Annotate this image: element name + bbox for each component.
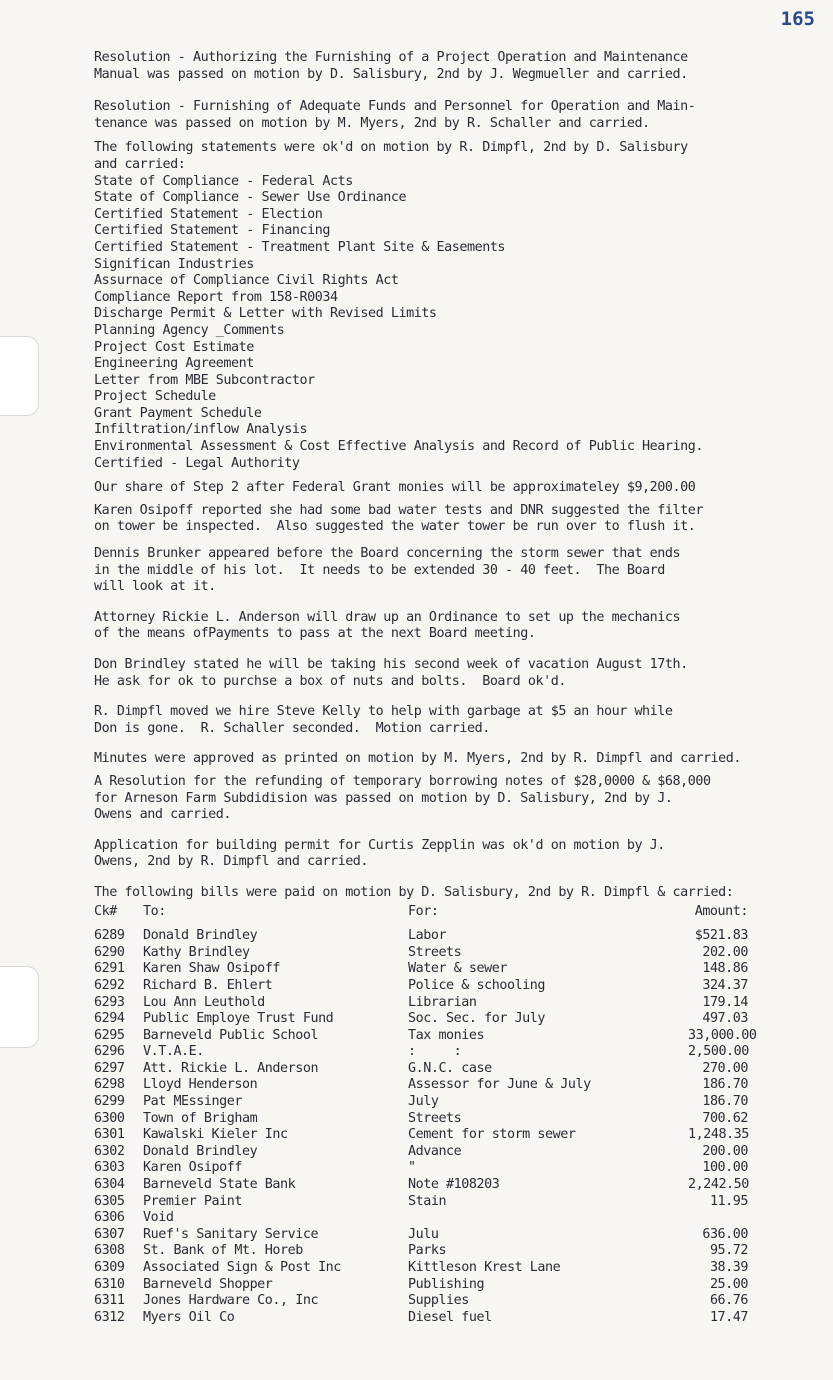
table-row	[94, 945, 806, 962]
bill-ck: 6304	[94, 1177, 125, 1193]
header-for: For:	[408, 903, 439, 919]
paragraph: Resolution - Authorizing the Furnishing of a Project Operation and Maintenance Manual was passed on motion by D. Salisbury, 2nd by J. Wegmueller and carried.	[94, 50, 688, 82]
bill-ck: 6290	[94, 944, 125, 960]
header-ck: Ck#	[94, 903, 117, 919]
bill-for: Librarian	[408, 994, 477, 1010]
bill-to: Premier Paint	[143, 1193, 242, 1209]
bill-for: Labor	[408, 928, 447, 944]
bill-for: Advance	[408, 1143, 462, 1159]
table-row	[94, 1061, 806, 1078]
bill-to: Att. Rickie L. Anderson	[143, 1060, 319, 1076]
bill-ck: 6289	[94, 928, 125, 944]
statement-item: Letter from MBE Subcontractor	[94, 372, 315, 388]
bill-to: St. Bank of Mt. Horeb	[143, 1243, 303, 1259]
paragraph: Resolution - Furnishing of Adequate Funds and Personnel for Operation and Main- tenance was passed on motion by M. Myers, 2nd by R. Schaller and carried.	[94, 99, 696, 131]
bill-for: Publishing	[408, 1276, 485, 1292]
bill-amount: 186.70	[702, 1094, 748, 1110]
statement-item: Compliance Report from 158-R0034	[94, 289, 338, 305]
bill-for: "	[408, 1160, 416, 1176]
paragraph: R. Dimpfl moved we hire Steve Kelly to help with garbage at $5 an hour while Don is gone. R. Schaller seconded. Motion carried.	[94, 704, 673, 736]
bills-rows	[94, 928, 806, 1326]
bill-to: Karen Osipoff	[143, 1160, 242, 1176]
bill-ck: 6293	[94, 994, 125, 1010]
bill-amount: $521.83	[694, 928, 748, 944]
table-row	[94, 1028, 806, 1045]
statement-item: Certified Statement - Treatment Plant Site & Easements	[94, 239, 506, 255]
bill-for: Tax monies	[408, 1027, 485, 1043]
bill-amount: 497.03	[702, 1011, 748, 1027]
bill-amount: 95.72	[709, 1243, 748, 1259]
table-row	[94, 1227, 806, 1244]
bill-to: Donald Brindley	[143, 928, 258, 944]
bill-ck: 6299	[94, 1094, 125, 1110]
table-row	[94, 978, 806, 995]
bill-ck: 6309	[94, 1260, 125, 1275]
bill-amount: 2,242.50	[688, 1177, 749, 1193]
bill-ck: 6297	[94, 1060, 125, 1076]
statement-item: Certified Statement - Financing	[94, 223, 330, 239]
paragraph: Don Brindley stated he will be taking his second week of vacation August 17th. He ask for ok to purchse a box of nuts and bolts. Board ok'd.	[94, 657, 688, 689]
bill-ck: 6305	[94, 1193, 125, 1209]
paragraph: Application for building permit for Curtis Zepplin was ok'd on motion by J. Owens, 2nd by R. Dimpfl and carried.	[94, 837, 665, 870]
statements-list	[94, 174, 806, 473]
bill-to: Kathy Brindley	[143, 944, 250, 960]
bill-to: Kawalski Kieler Inc	[143, 1127, 288, 1143]
paragraph: Attorney Rickie L. Anderson will draw up an Ordinance to set up the mechanics of the means ofPayments to pass at the next Board meeting.	[94, 609, 681, 642]
bill-ck: 6295	[94, 1027, 125, 1043]
header-to: To:	[143, 903, 166, 919]
table-row	[94, 1044, 806, 1061]
paragraph: Dennis Brunker appeared before the Board concerning the storm sewer that ends in the middle of his lot. It needs to be extended 30 - 40 feet. The Board will look at it.	[94, 546, 681, 595]
statement-item: Certified Statement - Election	[94, 206, 323, 222]
bill-for: Stain	[408, 1193, 447, 1209]
bill-to: Void	[143, 1210, 174, 1226]
bill-amount: 148.86	[702, 961, 748, 977]
bill-amount: 179.14	[702, 994, 748, 1010]
bill-to: Ruef's Sanitary Service	[143, 1226, 319, 1242]
bill-amount: 700.62	[702, 1110, 748, 1126]
statements-block	[94, 140, 806, 472]
bill-to: Barneveld State Bank	[143, 1177, 296, 1193]
table-row	[94, 1111, 806, 1128]
bill-amount: 186.70	[702, 1077, 748, 1093]
table-row	[94, 1277, 806, 1294]
bill-for: G.N.C. case	[408, 1060, 492, 1076]
statement-item: Discharge Permit & Letter with Revised Limits	[94, 306, 437, 322]
bill-amount: 324.37	[702, 977, 748, 993]
bill-amount: 100.00	[702, 1160, 748, 1176]
bill-amount: 66.76	[709, 1293, 748, 1309]
statement-item: Engineering Agreement	[94, 356, 254, 372]
bill-ck: 6303	[94, 1160, 125, 1176]
bill-for: Diesel fuel	[408, 1309, 492, 1325]
bill-ck: 6291	[94, 961, 125, 977]
page-number: 165	[780, 8, 815, 30]
bill-to: Pat MEssinger	[143, 1094, 242, 1110]
bill-ck: 6302	[94, 1143, 125, 1159]
minutes-text	[94, 50, 806, 1326]
bill-for	[408, 1210, 688, 1227]
bill-ck: 6306	[94, 1210, 125, 1226]
table-row	[94, 1160, 806, 1177]
punch-hole-top	[0, 336, 39, 416]
bill-for: : :	[408, 1044, 462, 1060]
bill-to: V.T.A.E.	[143, 1044, 204, 1060]
statement-item: State of Compliance - Sewer Use Ordinance	[94, 190, 407, 206]
bill-to: Town of Brigham	[143, 1110, 258, 1126]
table-row	[94, 1011, 806, 1028]
statement-item: Assurnace of Compliance Civil Rights Act	[94, 273, 399, 289]
bill-amount: 38.39	[709, 1260, 748, 1275]
punch-hole-bottom	[0, 966, 39, 1048]
bill-for: July	[408, 1094, 439, 1110]
bill-ck: 6298	[94, 1077, 125, 1093]
bill-ck: 6296	[94, 1044, 125, 1060]
paragraph: The following bills were paid on motion by D. Salisbury, 2nd by R. Dimpfl & carried:	[94, 884, 734, 900]
bills-table	[94, 904, 806, 1327]
bill-ck: 6307	[94, 1226, 125, 1242]
bill-to: Barneveld Shopper	[143, 1276, 273, 1292]
table-row	[94, 995, 806, 1012]
statement-item: Environmental Assessment & Cost Effective Analysis and Record of Public Hearing.	[94, 439, 703, 455]
bill-for: Assessor for June & July	[408, 1077, 591, 1093]
statement-item: Certified - Legal Authority	[94, 455, 300, 471]
bill-amount: 202.00	[702, 944, 748, 960]
bill-for: Parks	[408, 1243, 447, 1259]
bill-for: Police & schooling	[408, 977, 546, 993]
bill-amount: 17.47	[709, 1309, 748, 1325]
bill-to: Public Employe Trust Fund	[143, 1011, 334, 1027]
statement-item: Grant Payment Schedule	[94, 405, 262, 421]
statement-item: Project Cost Estimate	[94, 339, 254, 355]
paragraph: Karen Osipoff reported she had some bad water tests and DNR suggested the filter on tower be inspected. Also suggested the water tower be run over to flush it.	[94, 502, 703, 535]
bill-for: Cement for storm sewer	[408, 1127, 576, 1143]
paragraph: Our share of Step 2 after Federal Grant monies will be approximateley $9,200.00	[94, 480, 696, 496]
bill-amount: 2,500.00	[688, 1044, 749, 1060]
bill-to: Lou Ann Leuthold	[143, 994, 265, 1010]
bill-amount: 11.95	[709, 1193, 748, 1209]
bill-ck: 6292	[94, 977, 125, 993]
bill-ck: 6312	[94, 1309, 125, 1325]
table-row	[94, 1127, 806, 1144]
bill-to: Jones Hardware Co., Inc	[143, 1293, 319, 1309]
bill-amount: 33,000.00	[688, 1027, 757, 1043]
bill-amount: 636.00	[702, 1226, 748, 1242]
table-row	[94, 1210, 806, 1227]
table-row	[94, 961, 806, 978]
bill-to: Richard B. Ehlert	[143, 977, 273, 993]
bill-ck: 6300	[94, 1110, 125, 1126]
table-row	[94, 1310, 806, 1327]
bill-for: Julu	[408, 1226, 439, 1242]
statement-item: State of Compliance - Federal Acts	[94, 173, 353, 189]
statement-item: Planning Agency _Comments	[94, 322, 285, 338]
bill-to: Barneveld Public School	[143, 1027, 319, 1043]
paragraph: A Resolution for the refunding of temporary borrowing notes of $28,0000 & $68,000 for Arneson Farm Subdidision was passed on motion by D. Salisbury, 2nd by J. Owens and carried.	[94, 773, 711, 823]
bill-amount: 200.00	[702, 1143, 748, 1159]
table-row	[94, 1177, 806, 1194]
statement-item: Infiltration/inflow Analysis	[94, 422, 308, 438]
bill-ck: 6308	[94, 1243, 125, 1259]
table-row	[94, 1094, 806, 1111]
statements-intro: The following statements were ok'd on motion by R. Dimpfl, 2nd by D. Salisbury and carried:	[94, 140, 688, 172]
paragraph: Minutes were approved as printed on motion by M. Myers, 2nd by R. Dimpfl and carried.	[94, 751, 742, 767]
statement-item: Project Schedule	[94, 389, 216, 405]
bill-to: Myers Oil Co	[143, 1309, 235, 1325]
table-row	[94, 1194, 806, 1211]
table-row	[94, 1293, 806, 1310]
table-row	[94, 928, 806, 945]
bill-for: Water & sewer	[408, 961, 507, 977]
table-row	[94, 1243, 806, 1260]
bill-for: Streets	[408, 944, 462, 960]
bill-to: Karen Shaw Osipoff	[143, 961, 281, 977]
table-row	[94, 1077, 806, 1094]
bill-for: Soc. Sec. for July	[408, 1011, 546, 1027]
table-row	[94, 1144, 806, 1161]
bill-for: Note #108203	[408, 1177, 500, 1193]
table-row	[94, 1260, 806, 1277]
bill-amount: 1,248.35	[688, 1127, 749, 1143]
bill-ck: 6294	[94, 1011, 125, 1027]
bill-to: Lloyd Henderson	[143, 1077, 258, 1093]
bill-for: Streets	[408, 1110, 462, 1126]
bill-for: Kittleson Krest Lane	[408, 1260, 561, 1275]
bill-ck: 6310	[94, 1276, 125, 1292]
header-amount: Amount:	[694, 903, 748, 919]
bill-amount: 270.00	[702, 1060, 748, 1076]
bills-header	[94, 904, 806, 921]
bill-for: Supplies	[408, 1293, 469, 1309]
bill-amount: 25.00	[709, 1276, 748, 1292]
statement-item: Significan Industries	[94, 256, 254, 272]
bill-ck: 6311	[94, 1293, 125, 1309]
bill-ck: 6301	[94, 1127, 125, 1143]
bill-amount	[688, 1210, 748, 1227]
bill-to: Associated Sign & Post Inc	[143, 1260, 341, 1275]
bill-to: Donald Brindley	[143, 1143, 258, 1159]
